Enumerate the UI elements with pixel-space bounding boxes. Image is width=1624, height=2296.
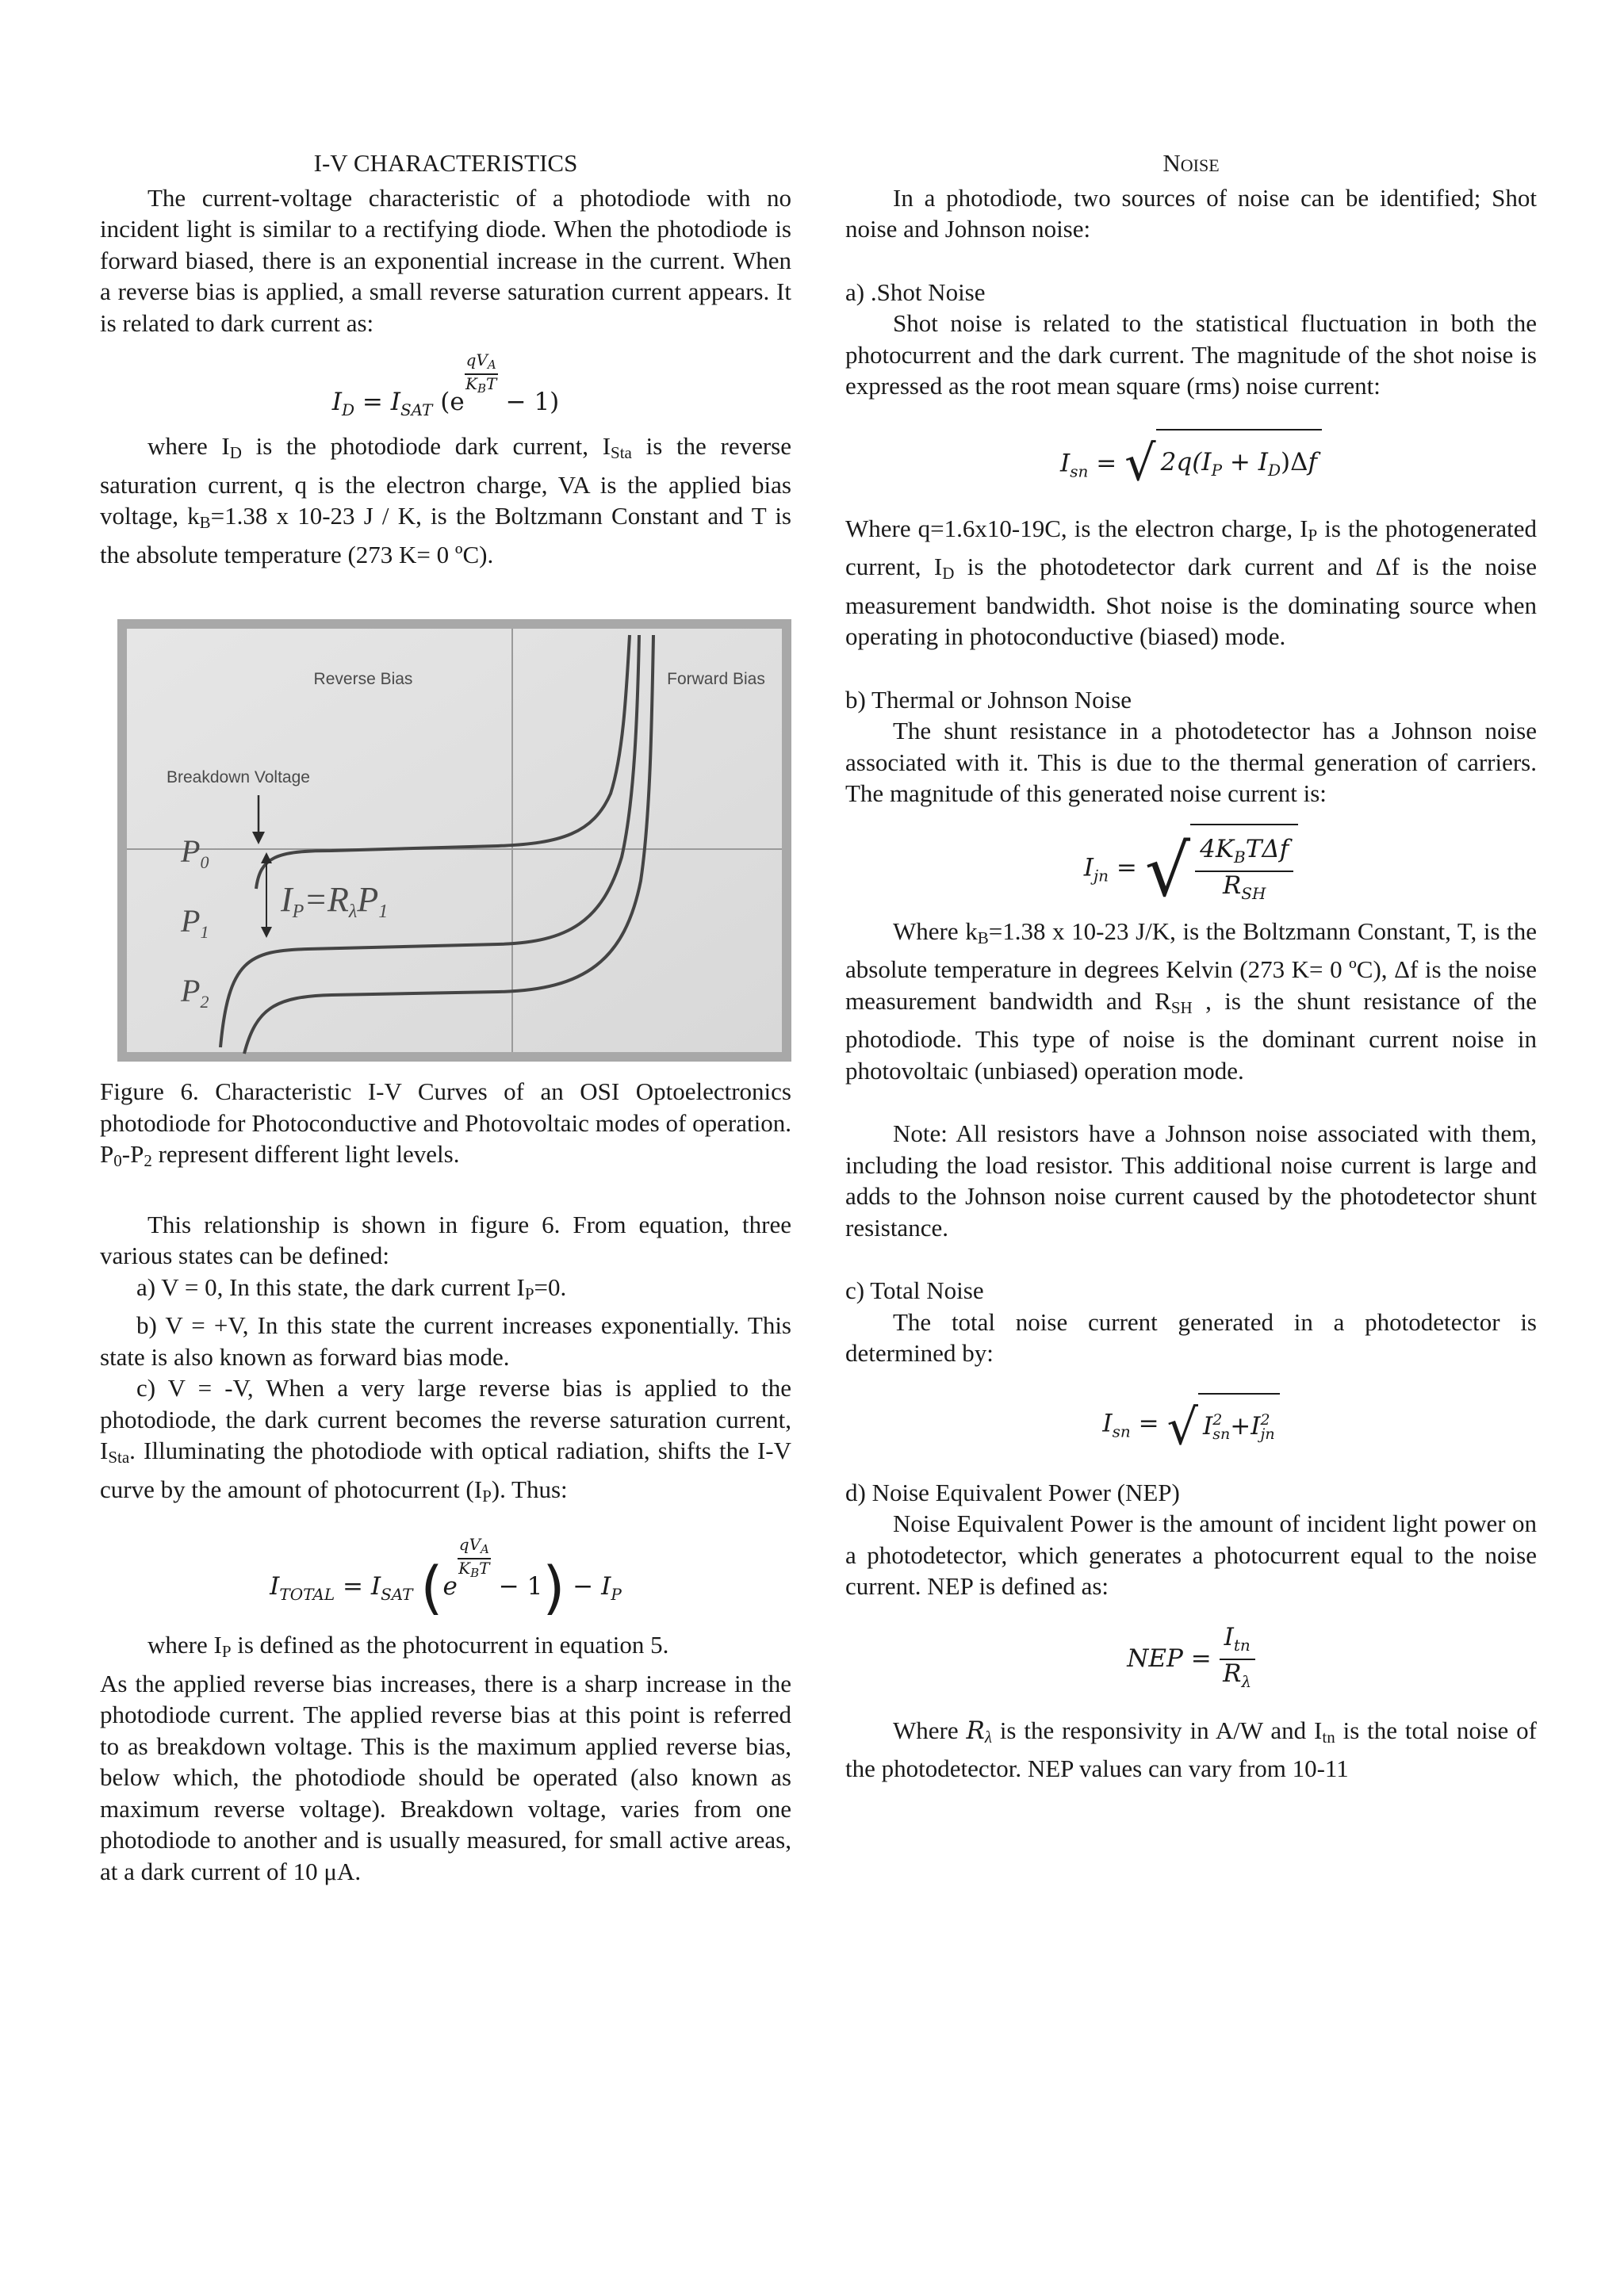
breakdown-voltage-label: Breakdown Voltage	[167, 768, 310, 786]
nep-body: Noise Equivalent Power is the amount of incident light power on a photodetector, which generates a photocurrent equal to the noise current. NEP is defined as:	[845, 1510, 1537, 1600]
total-noise-equation: $I_{sn}$ = √ I 2 sn +I 2 jn	[845, 1393, 1537, 1453]
johnson-noise-heading: b) Thermal or Johnson Noise	[845, 685, 1132, 714]
section-title-iv: I-V CHARACTERISTICS	[313, 149, 578, 177]
iv-curves-figure	[117, 619, 791, 1062]
shot-noise-equation: $I_{sn}$ = √ $2q(I_P + I_D)\Delta f$	[845, 429, 1537, 489]
reverse-bias-label: Reverse Bias	[313, 670, 413, 688]
states-intro: This relationship is shown in figure 6. From equation, three various states can be defined:	[100, 1210, 791, 1269]
section-title-noise: Noise	[1162, 149, 1220, 177]
plot-background	[127, 629, 782, 1052]
state-a: a) V = 0, In this state, the dark current $I_P=0$.	[136, 1272, 567, 1303]
p2-label: $P_2$	[181, 973, 209, 1012]
iv-intro-paragraph: The current-voltage characteristic of a photodiode with no incident light is similar to a rectifying diode. When the photodiode is forward biased, there is an exponential increase in the current. When a reverse bias is applied, a small reverse saturation current appears. It is related to dark current as:	[100, 183, 791, 337]
johnson-noise-definitions: Where $k_B=1.38$ x 10-23 J/K, is the Boltzmann Constant, T, is the absolute temperature in degrees Kelvin (273 K= 0 ºC), Δf is the noise measurement bandwidth and $R_{SH}$ , is the shunt resistance of the photodiode. This type of noise is the dominant current noise in photovoltaic (unbiased) operation mode.	[845, 916, 1537, 1085]
photocurrent-definition: where $I_P$ is defined as the photocurrent in equation 5.	[147, 1631, 669, 1661]
dark-current-equation: $I_D = I_{SAT}$ (e $\frac{qV_A}{K_BT}$ − 1)	[331, 350, 560, 419]
shot-noise-definitions: Where q=1.6x10-19C, is the electron charge, $I_P$ is the photogenerated current, $I_D$ is the photodetector dark current and Δf is the noise measurement bandwidth. Shot noise is the dominating source when operating in photoconductive (biased) mode.	[845, 514, 1538, 650]
nep-definitions: Where $R_\lambda$ is the responsivity in A/W and $I_{tn}$ is the total noise of the photodetector. NEP values can vary from 10-11	[845, 1716, 1537, 1782]
nep-heading: d) Noise Equivalent Power (NEP)	[845, 1478, 1180, 1506]
shot-noise-heading: a) .Shot Noise	[845, 277, 986, 306]
breakdown-paragraph: As the applied reverse bias increases, there is a sharp increase in the photodiode current. The applied reverse bias at this point is referred to as breakdown voltage. This is the maximum applied reverse bias, below which, the photodiode should be operated (also known as maximum reverse voltage). Breakdown voltage, varies from one photodiode to another and is usually measured, for small active areas, at a dark current of 10 μA.	[100, 1669, 791, 1885]
ip-equation-label: IP=RλP1	[281, 880, 389, 922]
left-column	[100, 143, 791, 1887]
iv-curves-plot	[117, 619, 791, 1062]
shot-noise-body: Shot noise is related to the statistical fluctuation in both the photocurrent and the dark current. The magnitude of the shot noise is expressed as the root mean square (rms) noise current:	[845, 309, 1537, 400]
johnson-noise-body: The shunt resistance in a photodetector has a Johnson noise associated with it. This is due to the thermal generation of carriers. The magnitude of this generated noise current is:	[845, 717, 1537, 807]
total-noise-heading: c) Total Noise	[845, 1276, 984, 1304]
total-noise-body: The total noise current generated in a photodetector is determined by:	[845, 1307, 1537, 1367]
nep-equation: NEP = $\frac{I_{tn}}{R_\lambda}$	[845, 1623, 1537, 1694]
forward-bias-label: Forward Bias	[667, 670, 765, 688]
state-b: b) V = +V, In this state the current increases exponentially. This state is also known as forward bias mode.	[100, 1311, 791, 1371]
johnson-noise-equation: $I_{jn}$ = √ $\frac{4K_BT\Delta f}{R_{SH}}$	[845, 824, 1537, 911]
total-current-equation: $I_{TOTAL} = I_{SAT}$ (e $\frac{qV_A}{K_BT}$ − $1) - I_P$	[270, 1535, 622, 1621]
dark-current-definitions: where $I_D$ is the photodiode dark current, $I_{Sta}$ is the reverse saturation current, q is the electron charge, VA is the applied bias voltage, $k_B=1.38$ x 10-23 J / K, is the Boltzmann Constant and T is the absolute temperature (273 K= 0 ºC).	[100, 432, 791, 568]
p0-label: $P_0$	[181, 833, 209, 872]
resistor-note: Note: All resistors have a Johnson noise associated with them, including the load resistor. This additional noise current is large and adds to the Johnson noise current caused by the photodetector shunt resistance.	[845, 1119, 1537, 1242]
p1-label: $P_1$	[181, 903, 209, 942]
figure-caption: Figure 6. Characteristic I-V Curves of an OSI Optoelectronics photodiode for Photoconductive and Photovoltaic modes of operation. $P_0-P_2$ represent different light levels.	[100, 1077, 791, 1170]
state-c: c) V = -V, When a very large reverse bias is applied to the photodiode, the dark current becomes the reverse saturation current, $I_{Sta}$. Illuminating the photodiode with optical radiation, shifts the I-V curve by the amount of photocurrent $(I_P)$. Thus:	[100, 1374, 791, 1506]
noise-intro: In a photodiode, two sources of noise can be identified; Shot noise and Johnson noise:	[845, 183, 1537, 243]
right-column	[845, 143, 1537, 1785]
